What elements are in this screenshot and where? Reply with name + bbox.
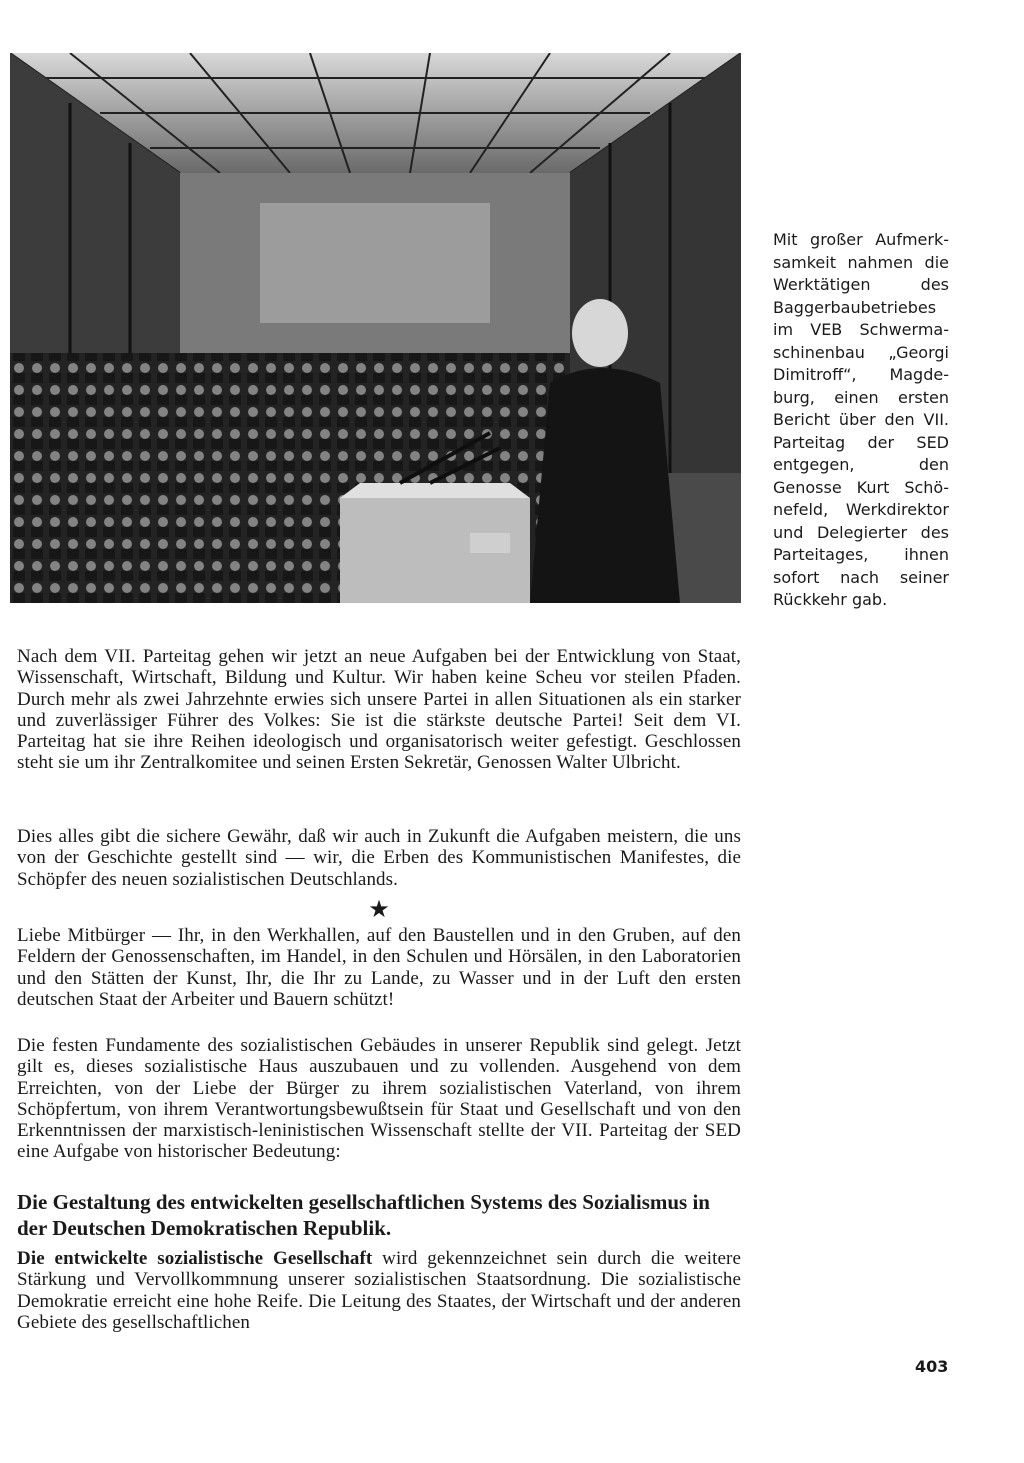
paragraph-5-text: wird gekennzeichnet sein durch die weitere Stärkung und Vervollkommnung unserer sozialistischen Staatsordnung. Die sozialistische Demokratie erreicht eine hohe Reife. Die Leitung des Staates, der Wirtschaft und der anderen Gebiete des gesellschaftlichen	[17, 1248, 741, 1333]
paragraph-3: Liebe Mitbürger — Ihr, in den Werkhallen, auf den Baustellen und in den Gruben, auf den Feldern der Genossenschaften, im Handel, in den Schulen und Hörsälen, in den Laboratorien und den Stätten der Kunst, Ihr, die Ihr zu Lande, zu Wasser und in der Luft den ersten deutschen Staat der Arbeiter und Bauern schützt!	[17, 925, 741, 1010]
factory-meeting-photo	[10, 53, 741, 603]
paragraph-5	[17, 1248, 741, 1333]
paragraph-4: Die festen Fundamente des sozialistischen Gebäudes in unserer Republik sind gelegt. Jetzt gilt es, dieses sozialistische Haus auszubauen und zu vollenden. Ausgehend von dem Erreichten, von der Liebe der Bürger zu ihrem sozialistischen Vaterland, von ihrem Schöpfertum, von ihrem Verantwortungsbewußtsein für Staat und Gesellschaft und von den Erkenntnissen der marxistisch-leninistischen Wissenschaft stellte der VII. Parteitag der SED eine Aufgabe von historischer Bedeutung:	[17, 1035, 741, 1163]
page-number: 403	[915, 1357, 949, 1376]
section-divider-star-icon: ★	[368, 895, 390, 923]
section-heading: Die Gestaltung des entwickelten gesellschaftlichen Systems des Sozialismus in der Deutschen Demokratischen Republik.	[17, 1190, 710, 1240]
paragraph-5-bold-lead: Die entwickelte sozialistische Gesellschaft	[17, 1248, 373, 1269]
photo-caption: Mit großer Aufmerksamkeit nahmen die Werktätigen des Baggerbaubetriebes im VEB Schwermaschinenbau „Georgi Dimitroff“, Magdeburg, einen ersten Bericht über den VII. Parteitag der SED entgegen, den Genosse Kurt Schönefeld, Werkdirektor und Delegierter des Parteitages, ihnen sofort nach seiner Rückkehr gab.	[773, 230, 949, 609]
paragraph-2: Dies alles gibt die sichere Gewähr, daß wir auch in Zukunft die Aufgaben meistern, die uns von der Geschichte gestellt sind — wir, die Erben des Kommunistischen Manifestes, die Schöpfer des neuen sozialistischen Deutschlands.	[17, 826, 741, 890]
paragraph-1: Nach dem VII. Parteitag gehen wir jetzt an neue Aufgaben bei der Entwicklung von Staat, Wissenschaft, Wirtschaft, Bildung und Kultur. Wir haben keine Scheu vor steilen Pfaden. Durch mehr als zwei Jahrzehnte erwies sich unsere Partei in allen Situationen als ein starker und zuverlässiger Führer des Volkes: Sie ist die stärkste deutsche Partei! Seit dem VI. Parteitag hat sie ihre Reihen ideologisch und organisatorisch weiter gefestigt. Geschlossen steht sie um ihr Zentralkomitee und seinen Ersten Sekretär, Genossen Walter Ulbricht.	[17, 646, 741, 774]
photo-illustration	[10, 53, 741, 603]
